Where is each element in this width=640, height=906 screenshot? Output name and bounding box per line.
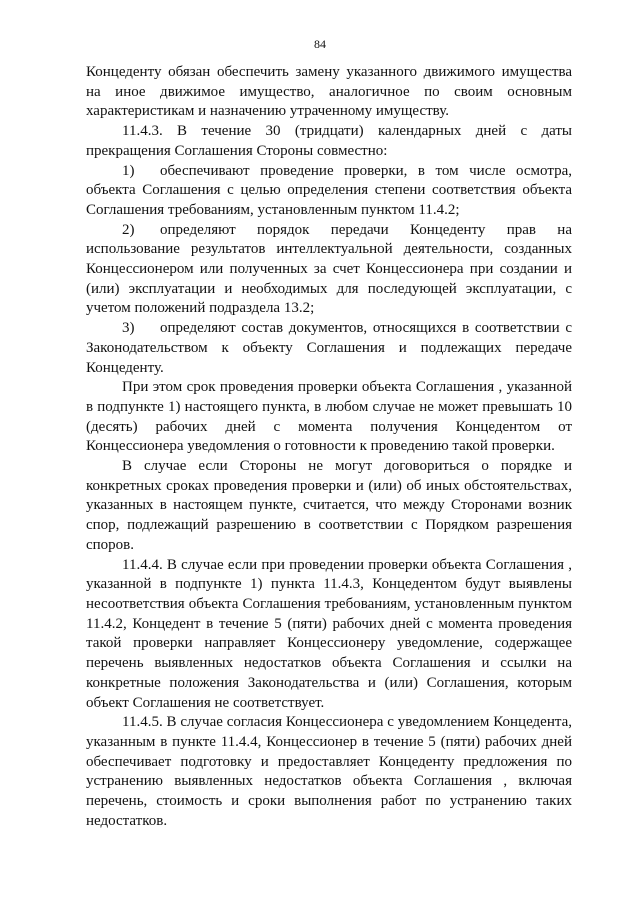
list-item-2 xyxy=(86,221,572,320)
list-item-1 xyxy=(86,162,572,221)
paragraph-11-4-3: 11.4.3. В течение 30 (тридцати) календарных дней с даты прекращения Соглашения Стороны совместно: xyxy=(86,123,572,159)
page-number: 84 xyxy=(314,37,326,51)
document-body xyxy=(86,63,572,831)
paragraph-11-4-5: 11.4.5. В случае согласия Концессионера с уведомлением Концедента, указанным в пункте 11.4.4, Концессионер в течение 5 (пяти) рабочих дней обеспечивает подготовку и предоставляет Концеденту предложения по устранению выявленных недостатков объекта Соглашения , включая перечень, стоимость и сроки выполнения работ по устранению таких недостатков. xyxy=(86,714,572,829)
list-item-text: определяют состав документов, относящихся в соответствии с Законодательством к объекту Соглашения и подлежащих передаче Концеденту. xyxy=(86,320,572,376)
list-item-text: обеспечивают проведение проверки, в том числе осмотра, объекта Соглашения с целью определения степени соответствия объекта Соглашения требованиям, установленным пунктом 11.4.2; xyxy=(86,162,572,218)
list-item-number: 1) xyxy=(122,162,135,179)
paragraph-inspection-term: При этом срок проведения проверки объекта Соглашения , указанной в подпункте 1) настоящего пункта, в любом случае не может превышать 10 (десять) рабочих дней с момента получения Концедентом от Концессионера уведомления о готовности к проведению такой проверки. xyxy=(86,379,572,455)
paragraph-continuation: Концеденту обязан обеспечить замену указанного движимого имущества на иное движимое имущество, аналогичное по своим основным характеристикам и назначению утраченному имуществу. xyxy=(86,64,572,120)
list-item-3 xyxy=(86,319,572,378)
paragraph-11-4-4: 11.4.4. В случае если при проведении проверки объекта Соглашения , указанной в подпункте 1) пункта 11.4.3, Концедентом будут выявлены несоответствия объекта Соглашения требованиям, установленным пунктом 11.4.2, Концедент в течение 5 (пяти) рабочих дней с момента проведения такой проверки направляет Концессионеру уведомление, содержащее перечень выявленных недостатков объекта Соглашения и ссылки на конкретные положения Законодательства и (или) Соглашения, которым объект Соглашения не соответствует. xyxy=(86,556,572,711)
paragraph-dispute: В случае если Стороны не могут договориться о порядке и конкретных сроках проведения проверки и (или) об иных обстоятельствах, указанных в настоящем пункте, считается, что между Сторонами возник спор, подлежащий разрешению в соответствии с Порядком разрешения споров. xyxy=(86,458,572,553)
list-item-number: 2) xyxy=(122,221,135,238)
list-item-number: 3) xyxy=(122,320,135,337)
list-item-text: определяют порядок передачи Концеденту прав на использование результатов интеллектуальной деятельности, созданных Концессионером или полученных за счет Концессионера при создании и (или) эксплуатации и необходимых для последующей эксплуатации, с учетом положений подраздела 13.2; xyxy=(86,221,572,317)
